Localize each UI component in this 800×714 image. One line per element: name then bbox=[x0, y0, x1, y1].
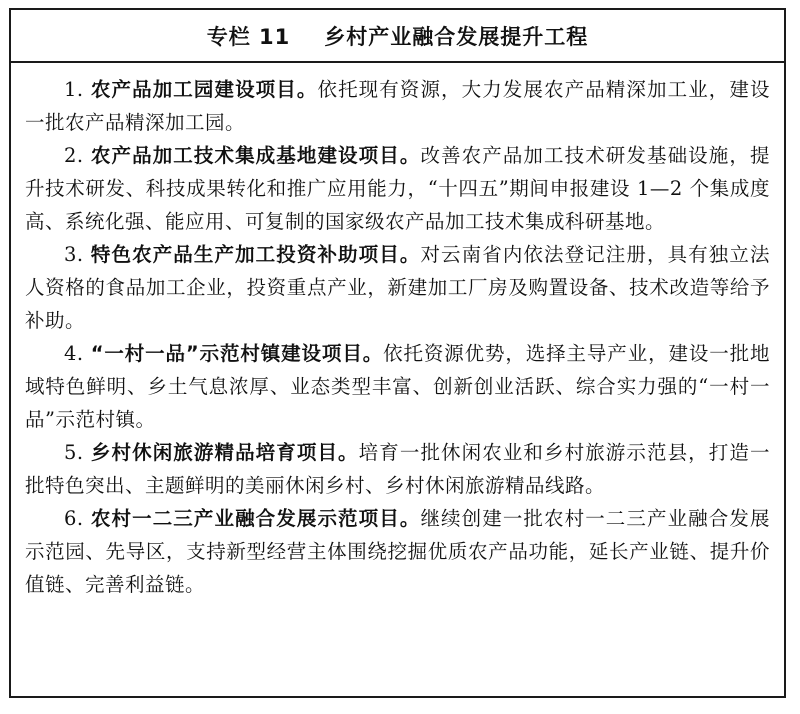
item-title: 特色农产品生产加工投资补助项目。 bbox=[90, 243, 421, 266]
item-title: “一村一品”示范村镇建设项目。 bbox=[90, 342, 384, 365]
project-item-3 bbox=[25, 238, 770, 337]
item-body: 改善农产品加工技术研发基础设施，提升技术研发、科技成果转化和推广应用能力，“十四五”期间申报建设 1—2 个集成度高、系统化强、能应用、可复制的国家级农产品加工技术集成科研基地。 bbox=[25, 144, 770, 233]
item-body: 继续创建一批农村一二三产业融合发展示范园、先导区，支持新型经营主体围绕挖掘优质农产品功能，延长产业链、提升价值链、完善利益链。 bbox=[25, 507, 770, 596]
column-content bbox=[11, 63, 784, 601]
item-number: 5. bbox=[64, 441, 84, 464]
column-label: 专栏 11 bbox=[206, 24, 291, 49]
item-body: 对云南省内依法登记注册，具有独立法人资格的食品加工企业，投资重点产业，新建加工厂房及购置设备、技术改造等给予补助。 bbox=[25, 243, 770, 332]
item-body: 培育一批休闲农业和乡村旅游示范县，打造一批特色突出、主题鲜明的美丽休闲乡村、乡村休闲旅游精品线路。 bbox=[25, 441, 770, 497]
column-box bbox=[9, 8, 786, 698]
item-body: 依托现有资源，大力发展农产品精深加工业，建设一批农产品精深加工园。 bbox=[25, 78, 770, 134]
item-number: 6. bbox=[64, 507, 84, 530]
item-title: 乡村休闲旅游精品培育项目。 bbox=[90, 441, 359, 464]
item-title: 农村一二三产业融合发展示范项目。 bbox=[90, 507, 421, 530]
project-item-1 bbox=[25, 73, 770, 139]
item-title: 农产品加工技术集成基地建设项目。 bbox=[90, 144, 421, 167]
column-title: 乡村产业融合发展提升工程 bbox=[324, 24, 589, 49]
project-item-6 bbox=[25, 502, 770, 601]
item-body: 依托资源优势，选择主导产业，建设一批地域特色鲜明、乡土气息浓厚、业态类型丰富、创新创业活跃、综合实力强的“一村一品”示范村镇。 bbox=[25, 342, 770, 431]
project-item-4 bbox=[25, 337, 770, 436]
item-title: 农产品加工园建设项目。 bbox=[90, 78, 318, 101]
project-item-5 bbox=[25, 436, 770, 502]
item-number: 1. bbox=[64, 78, 84, 101]
item-number: 4. bbox=[64, 342, 84, 365]
project-item-2 bbox=[25, 139, 770, 238]
item-number: 3. bbox=[64, 243, 84, 266]
item-number: 2. bbox=[64, 144, 84, 167]
column-header bbox=[11, 10, 784, 63]
